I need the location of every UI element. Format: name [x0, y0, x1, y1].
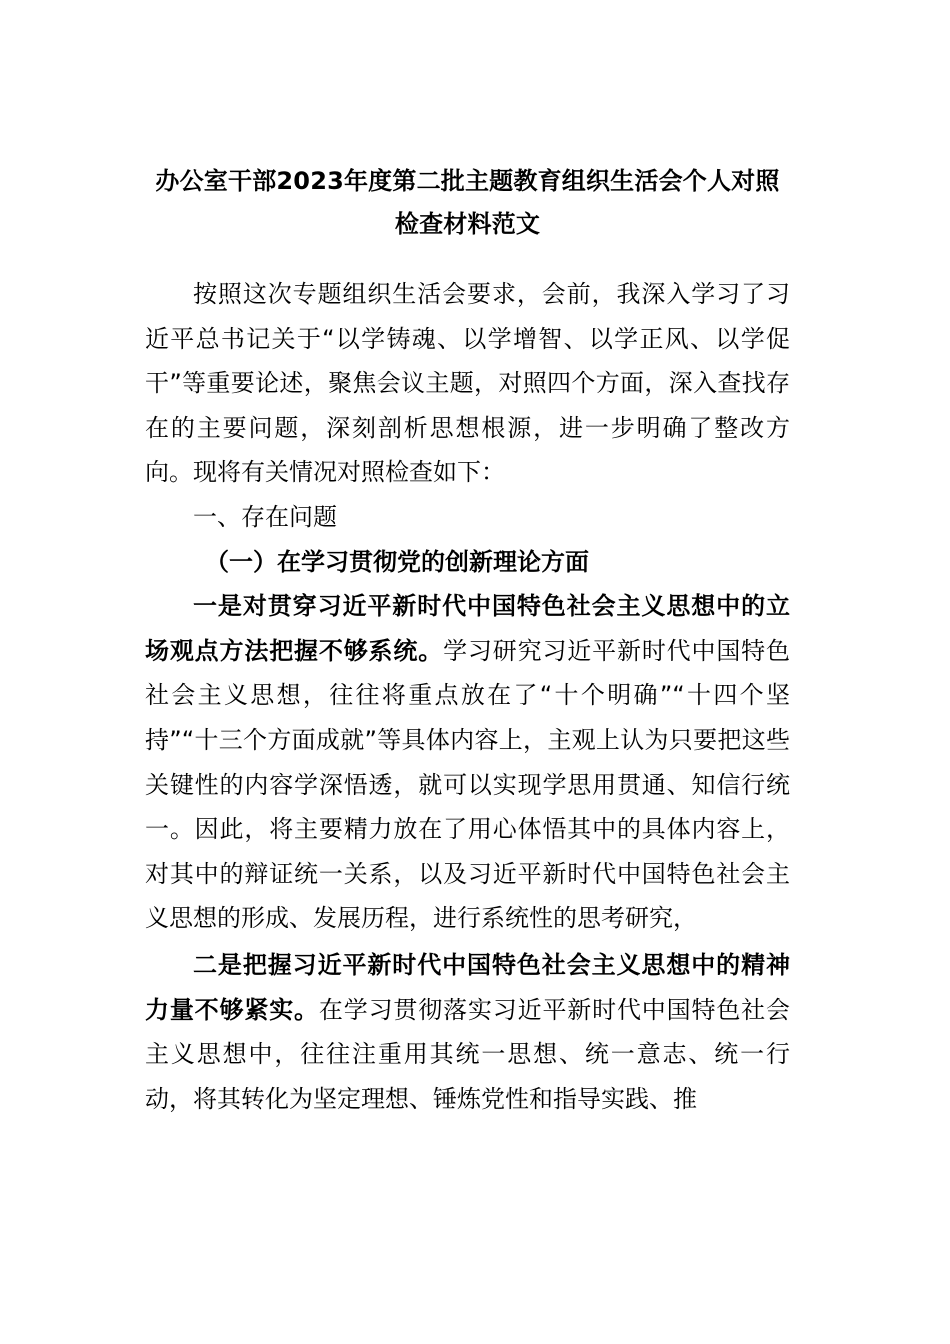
point-two-lead: 二是把握习近平新时代中国特色社会主义思想中的精神力量不够紧实。: [145, 950, 790, 1024]
subsection-heading-theory: （一）在学习贯彻党的创新理论方面: [205, 547, 589, 576]
document-title: 办公室干部2023年度第二批主题教育组织生活会个人对照检查材料范文: [155, 167, 780, 238]
point-one-body: 学习研究习近平新时代中国特色社会主义思想，往往将重点放在了“十个明确”“十四个坚持”“十三个方面成就”等具体内容上，主观上认为只要把这些关键性的内容学深悟透，就可以实现学思用贯通、知信行统一。因此，将主要精力放在了用心体悟其中的具体内容上，对其中的辩证统一关系，以及习近平新时代中国特色社会主义思想的形成、发展历程，进行系统性的思考研究，: [145, 636, 791, 933]
section-heading-problems: 一、存在问题: [193, 502, 337, 531]
point-one-paragraph: [145, 584, 790, 941]
point-two-body: 在学习贯彻落实习近平新时代中国特色社会主义思想中，往往注重用其统一思想、统一意志、统一行动，将其转化为坚定理想、锤炼党性和指导实践、推: [145, 995, 791, 1113]
point-two-paragraph: [145, 943, 790, 1121]
document-body: [145, 160, 790, 1121]
point-one-lead: 一是对贯穿习近平新时代中国特色社会主义思想中的立场观点方法把握不够系统。: [145, 592, 790, 665]
intro-paragraph: 按照这次专题组织生活会要求，会前，我深入学习了习近平总书记关于“以学铸魂、以学增智、以学正风、以学促干”等重要论述，聚焦会议主题，对照四个方面，深入查找存在的主要问题，深刻剖析思想根源，进一步明确了整改方向。现将有关情况对照检查如下：: [145, 280, 790, 487]
